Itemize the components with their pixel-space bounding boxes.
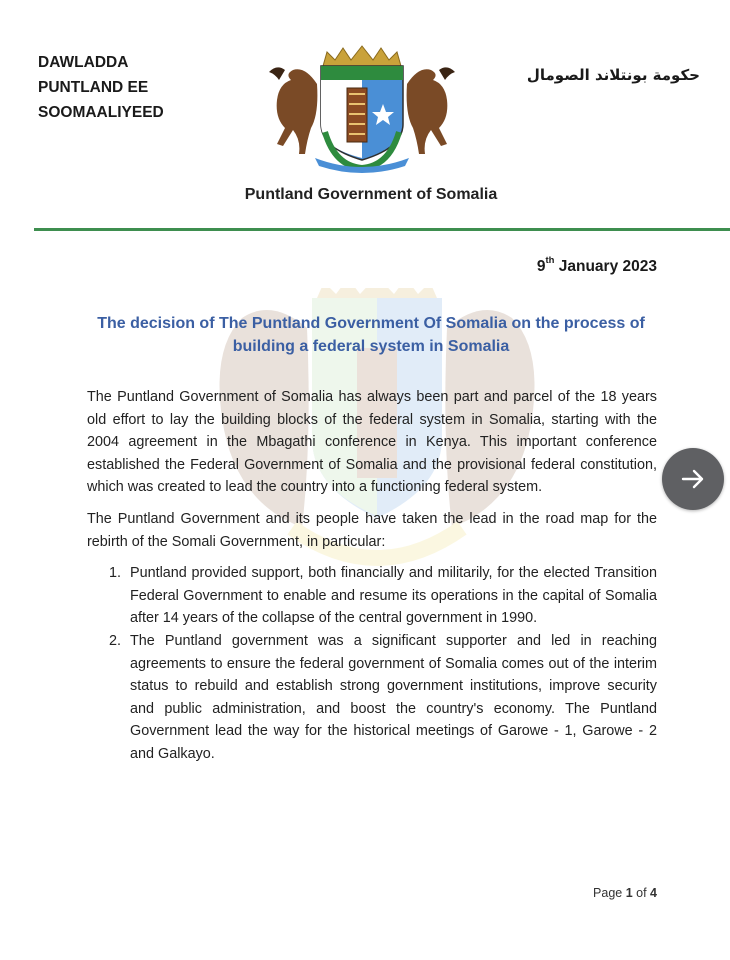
org-name: Puntland Government of Somalia <box>244 186 498 203</box>
coat-of-arms-icon <box>255 44 470 174</box>
date-suffix: th <box>545 255 555 266</box>
document-title: The decision of The Puntland Government Of Somalia on the process of building a federal system in Somalia <box>97 315 645 355</box>
arrow-right-icon <box>678 464 708 494</box>
page-of-word: of <box>632 886 651 900</box>
page-current: 1 <box>625 886 633 900</box>
paragraph: The Puntland Government of Somalia has always been part and parcel of the 18 years old effort to lay the building blocks of the federal system in Somalia, starting with the 2004 agreement in the Mbagathi conference in Kenya. This important conference established the Federal Government of Somalia and the provisional federal constitution, which was created to lead the country into a functioning federal system. <box>87 389 657 496</box>
letter-date <box>536 255 657 276</box>
list-item-text: The Puntland government was a significant supporter and led in reaching agreements to ensure the federal government of Somalia comes out of the interim status to rebuild and establish strong government institutions, improve security and public administration, and boost the country's economy. The Puntland Government lead the way for the historical meetings of Garowe - 1, Garowe - 2 and Galkayo. <box>130 632 657 762</box>
header-somali-name <box>38 50 238 125</box>
paragraph: The Puntland Government and its people have taken the lead in the road map for the rebirth of the Somali Government, in particular: <box>87 510 657 550</box>
header-line: DAWLADDA <box>38 54 129 71</box>
numbered-list <box>87 562 657 765</box>
list-item-number: 2. <box>109 632 122 649</box>
page-number <box>593 886 657 900</box>
date-day: 9 <box>536 258 546 275</box>
header-line: SOOMAALIYEED <box>38 104 164 121</box>
list-item <box>87 630 657 766</box>
header-divider <box>34 228 730 231</box>
header-arabic-name: حكومة بونتلاند الصومال <box>526 66 700 84</box>
page-word: Page <box>593 886 626 900</box>
date-rest: January 2023 <box>554 258 657 275</box>
document-body <box>87 386 657 766</box>
list-item-text: Puntland provided support, both financially and militarily, for the elected Transition Federal Government to enable and resume its operations in the capital of Somalia after 14 years of the collapse of the central government in 1990. <box>130 565 657 627</box>
header-line: PUNTLAND EE <box>38 79 149 96</box>
page-total: 4 <box>650 886 657 900</box>
list-item-number: 1. <box>109 565 122 582</box>
list-item <box>87 562 657 630</box>
next-image-button[interactable] <box>662 448 724 510</box>
